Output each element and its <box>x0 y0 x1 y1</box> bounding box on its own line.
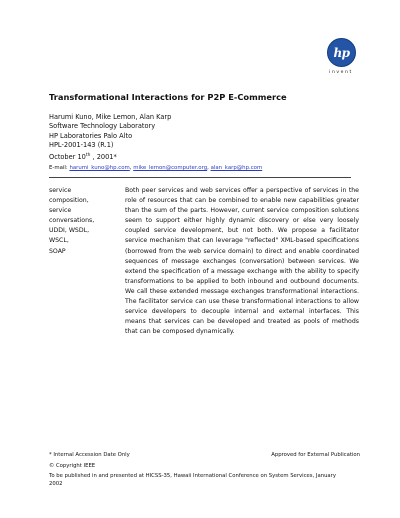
keyword: WSCL, <box>49 237 69 245</box>
author-block <box>49 113 171 162</box>
report-date <box>49 151 171 162</box>
author-names: Harumi Kuno, Mike Lemon, Alan Karp <box>49 113 172 121</box>
keyword: service <box>49 187 72 194</box>
keyword: composition, <box>49 197 89 205</box>
email-line: E-mail: harumi_kuno@hp.com, mike_lemon@computer.org, alan_karp@hp.com <box>49 165 263 171</box>
date-year: , 2001* <box>92 152 117 161</box>
logo-tagline: invent <box>329 70 353 75</box>
date-suffix: th <box>85 152 91 158</box>
paper-title: Transformational Interactions for P2P E-Commerce <box>49 92 287 102</box>
lab-name: Software Technology Laboratory <box>49 122 156 131</box>
keyword: SOAP <box>49 247 66 255</box>
email-link-karp[interactable]: alan_karp@hp.com <box>210 165 263 171</box>
institution-name: HP Laboratories Palo Alto <box>49 131 133 140</box>
report-number: HPL-2001-143 (R.1) <box>49 141 114 150</box>
footer-notes <box>49 452 360 458</box>
header-divider <box>49 177 351 178</box>
abstract-text: Both peer services and web services offer a perspective of services in the role of resources that can be combined to enable new capabilities greater than the sum of the parts. However, current service composition solutions seem to support either highly dynamic discovery or else very loosely coupled service development, but not both. We propose a facilitator service mechanism that can leverage "reflected" XML-based specifications (borrowed from the web service domain) to direct and enable coordinated sequences of message exchanges (conversation) between services. We extend the specification of a message exchange with the ability to specify transformations to be applied to both inbound and outbound documents. We call these extended message exchanges transformational interactions. The facilitator service can use these transformational interactions to allow service developers to decouple internal and external interfaces. This means that services can be developed and treated as pools of methods that can be composed dynamically. <box>125 187 359 336</box>
publication-note: To be published in and presented at HICSS-35, Hawaii International Conference on System Services, January 2002 <box>49 473 336 488</box>
keyword: UDDI, WSDL, <box>49 227 90 235</box>
email-link-kuno[interactable]: harumi_kuno@hp.com <box>69 165 130 171</box>
keyword: service <box>49 207 72 215</box>
email-label: E-mail: <box>49 165 68 171</box>
accession-note: * Internal Accession Date Only <box>49 452 130 458</box>
keywords-list <box>49 186 115 257</box>
copyright-note: © Copyright IEEE <box>49 463 96 469</box>
email-link-lemon[interactable]: mike_lemon@computer.org <box>133 165 208 171</box>
keyword: conversations, <box>49 217 95 225</box>
approval-note: Approved for External Publication <box>271 452 360 458</box>
date-month: October 10 <box>49 152 86 161</box>
logo-text: hp <box>333 45 350 60</box>
hp-logo-icon <box>327 38 356 67</box>
